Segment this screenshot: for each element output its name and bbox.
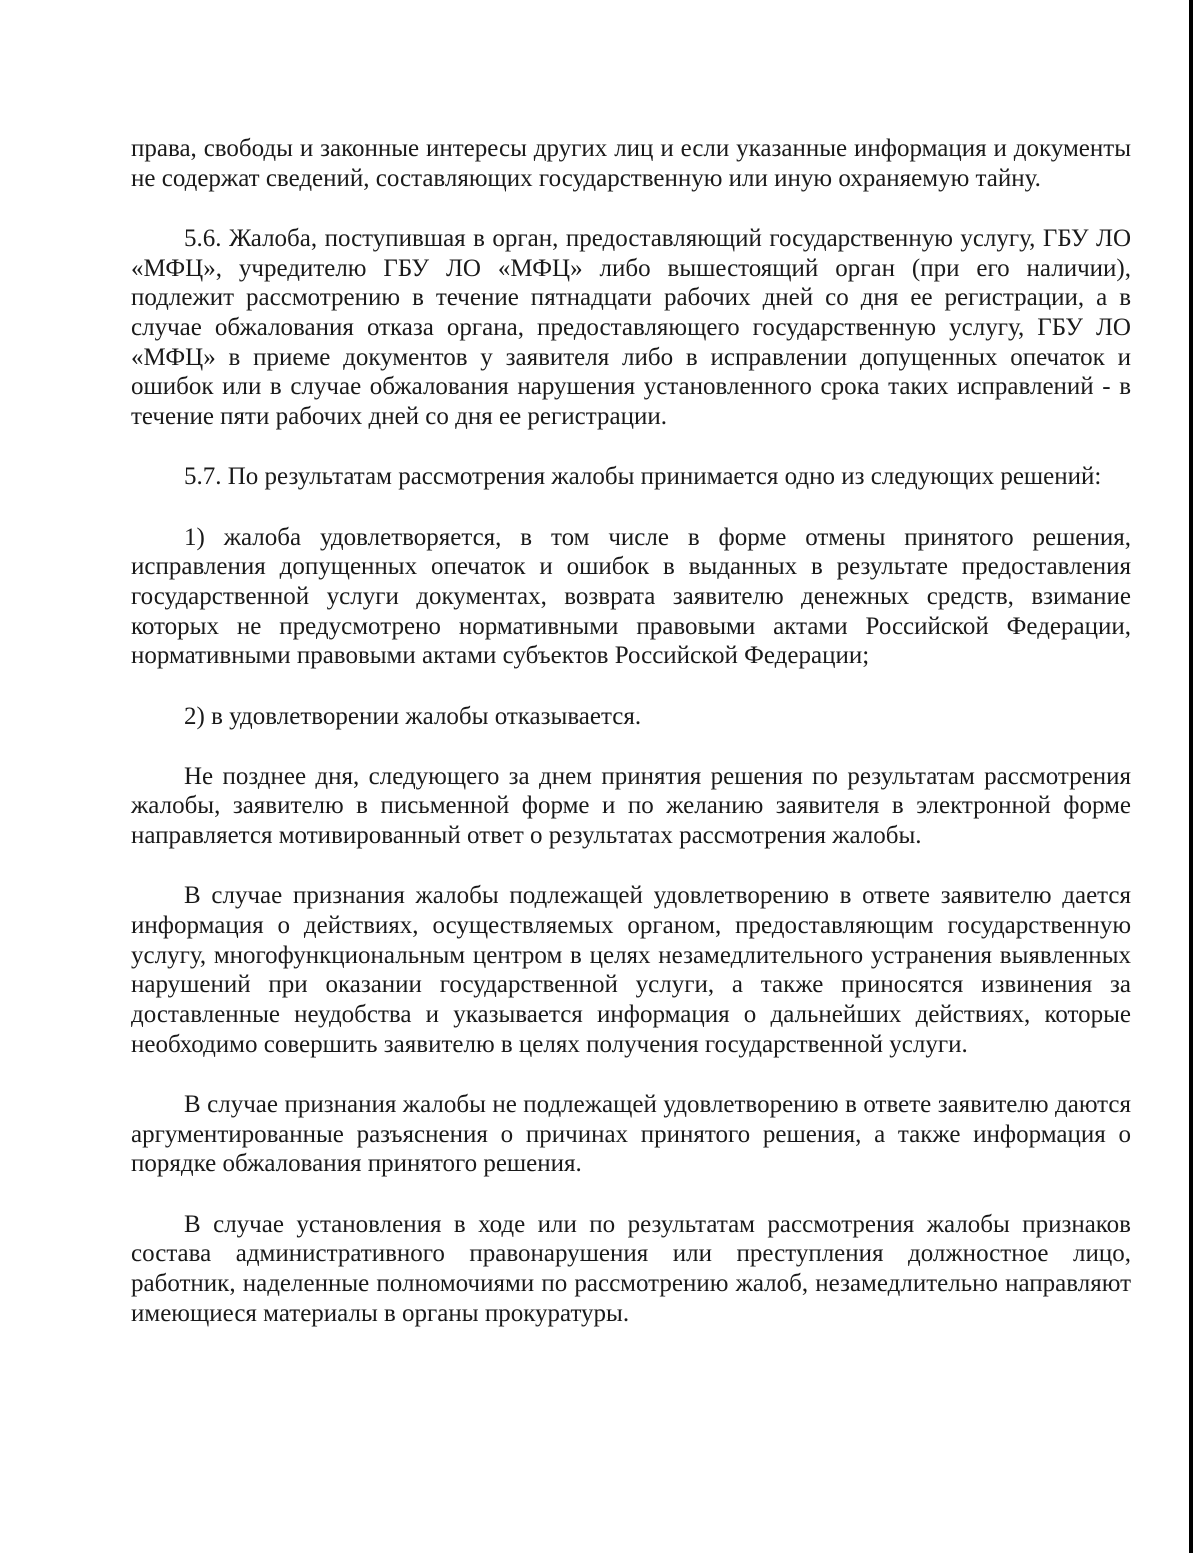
paragraph-continuation: права, свободы и законные интересы других лиц и если указанные информация и документы не содержат сведений, составляющих государственную или иную охраняемую тайну. — [131, 135, 1131, 192]
paragraph-rejected-case: В случае признания жалобы не подлежащей удовлетворению в ответе заявителю даются аргументированные разъяснения о причинах принятого решения, а также информация о порядке обжалования принятого решения. — [131, 1091, 1131, 1178]
paragraph-5-7: 5.7. По результатам рассмотрения жалобы принимается одно из следующих решений: — [184, 463, 1102, 491]
list-item-2: 2) в удовлетворении жалобы отказывается. — [184, 702, 642, 730]
list-item-1: 1) жалоба удовлетворяется, в том числе в форме отмены принятого решения, исправления допущенных опечаток и ошибок в выданных в результате предоставления государственной услуги документах, возврата заявителю денежных средств, взимание которых не предусмотрено нормативными правовыми актами Российской Федерации, нормативными правовыми актами субъектов Российской Федерации; — [131, 523, 1131, 670]
paragraph-satisfied-case: В случае признания жалобы подлежащей удовлетворению в ответе заявителю дается информация о действиях, осуществляемых органом, предоставляющим государственную услугу, многофункциональным центром в целях незамедлительного устранения выявленных нарушений при оказании государственной услуги, а также приносятся извинения за доставленные неудобства и указывается информация о дальнейших действиях, которые необходимо совершить заявителю в целях получения государственной услуги. — [131, 882, 1131, 1058]
paragraph-prosecution: В случае установления в ходе или по результатам рассмотрения жалобы признаков состава административного правонарушения или преступления должностное лицо, работник, наделенные полномочиями по рассмотрению жалоб, незамедлительно направляют имеющиеся материалы в органы прокуратуры. — [131, 1210, 1131, 1327]
paragraph-5-6: 5.6. Жалоба, поступившая в орган, предоставляющий государственную услугу, ГБУ ЛО «МФЦ», учредителю ГБУ ЛО «МФЦ» либо вышестоящий орган (при его наличии), подлежит рассмотрению в течение пятнадцати рабочих дней со дня ее регистрации, а в случае обжалования отказа органа, предоставляющего государственную услугу, ГБУ ЛО «МФЦ» в приеме документов у заявителя либо в исправлении допущенных опечаток и ошибок или в случае обжалования нарушения установленного срока таких исправлений - в течение пяти рабочих дней со дня ее регистрации. — [131, 224, 1131, 431]
document-page — [131, 134, 1131, 1359]
paragraph-response-deadline: Не позднее дня, следующего за днем принятия решения по результатам рассмотрения жалобы, заявителю в письменной форме и по желанию заявителя в электронной форме направляется мотивированный ответ о результатах рассмотрения жалобы. — [131, 762, 1131, 850]
